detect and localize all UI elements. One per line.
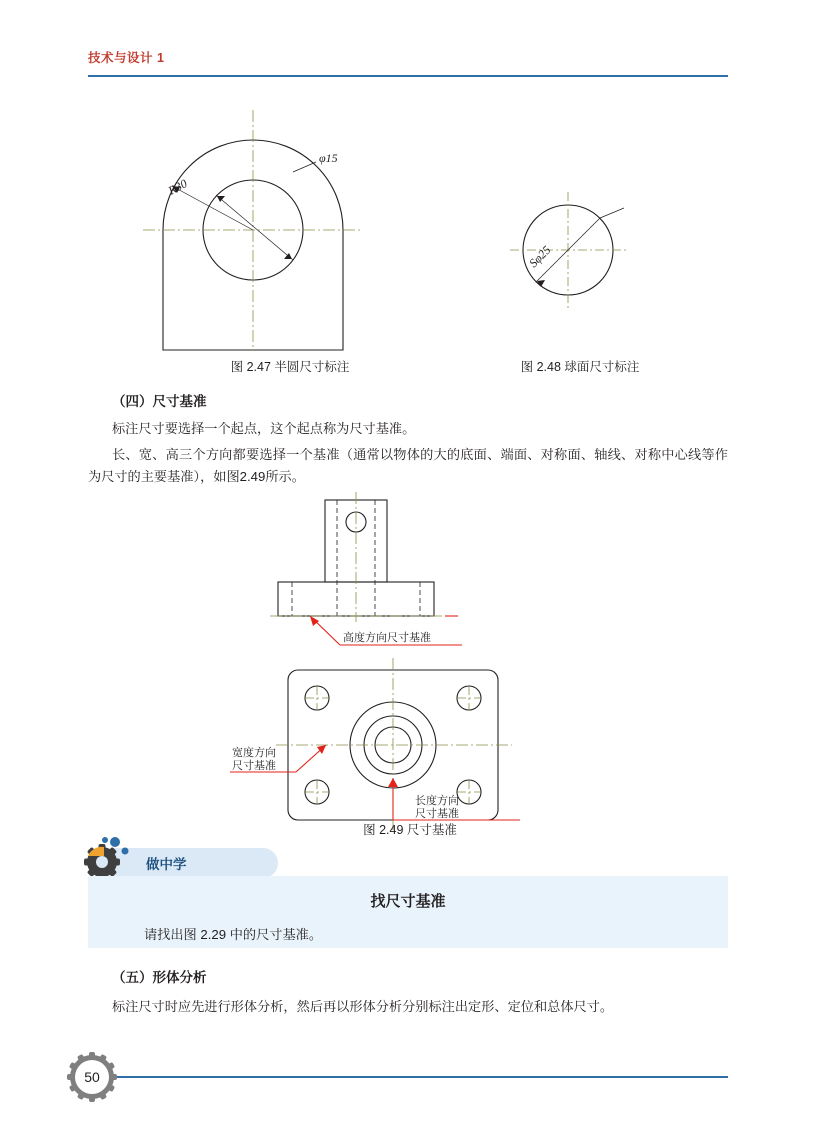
footer-rule — [88, 1076, 728, 1078]
figure-2-48-caption: 图 2.48 球面尺寸标注 — [520, 360, 640, 374]
svg-text:Sφ25: Sφ25 — [526, 242, 554, 271]
figure-2-49-width-label-2: 尺寸基准 — [232, 760, 276, 772]
heading-section-five: （五）形体分析 — [112, 970, 207, 985]
figure-2-49 — [200, 490, 620, 820]
heading-section-four: （四）尺寸基准 — [112, 394, 207, 409]
figure-2-47-caption: 图 2.47 半圆尺寸标注 — [230, 360, 350, 374]
figure-2-47-and-2-48 — [88, 100, 728, 370]
figure-2-49-height-label: 高度方向尺寸基准 — [343, 632, 431, 644]
activity-title: 找尺寸基准 — [370, 893, 446, 910]
figure-2-49-length-label-2: 尺寸基准 — [415, 808, 459, 820]
figure-2-49-caption: 图 2.49 尺寸基准 — [363, 823, 457, 837]
svg-text:φ15: φ15 — [319, 151, 338, 165]
svg-text:R30: R30 — [165, 176, 190, 198]
figure-2-49-length-label-1: 长度方向 — [415, 795, 459, 807]
figure-2-49-width-label-1: 宽度方向 — [232, 747, 276, 759]
paragraph-five-1: 标注尺寸时应先进行形体分析，然后再以形体分析分别标注出定形、定位和总体尺寸。 — [112, 999, 614, 1014]
book-title: 技术与设计 1 — [88, 51, 165, 65]
page-number — [64, 1052, 120, 1102]
header-rule — [88, 75, 728, 77]
activity-text: 请找出图 2.29 中的尺寸基准。 — [144, 927, 323, 942]
activity-body — [88, 876, 728, 948]
paragraph-four-1: 标注尺寸要选择一个起点，这个起点称为尺寸基准。 — [112, 421, 416, 436]
paragraph-four-2: 长、宽、高三个方向都要选择一个基准（通常以物体的大的底面、端面、对称面、轴线、对称中心线等作为尺寸的主要基准），如图2.49所示。 — [88, 447, 728, 484]
activity-tab-label: 做中学 — [146, 857, 187, 872]
page-header — [88, 48, 728, 77]
activity-box — [88, 848, 728, 948]
activity-tab — [88, 848, 278, 878]
figure-2-49-svg — [200, 490, 620, 830]
figure-drawing-svg — [88, 100, 728, 370]
page-number-text: 50 — [84, 1069, 100, 1085]
